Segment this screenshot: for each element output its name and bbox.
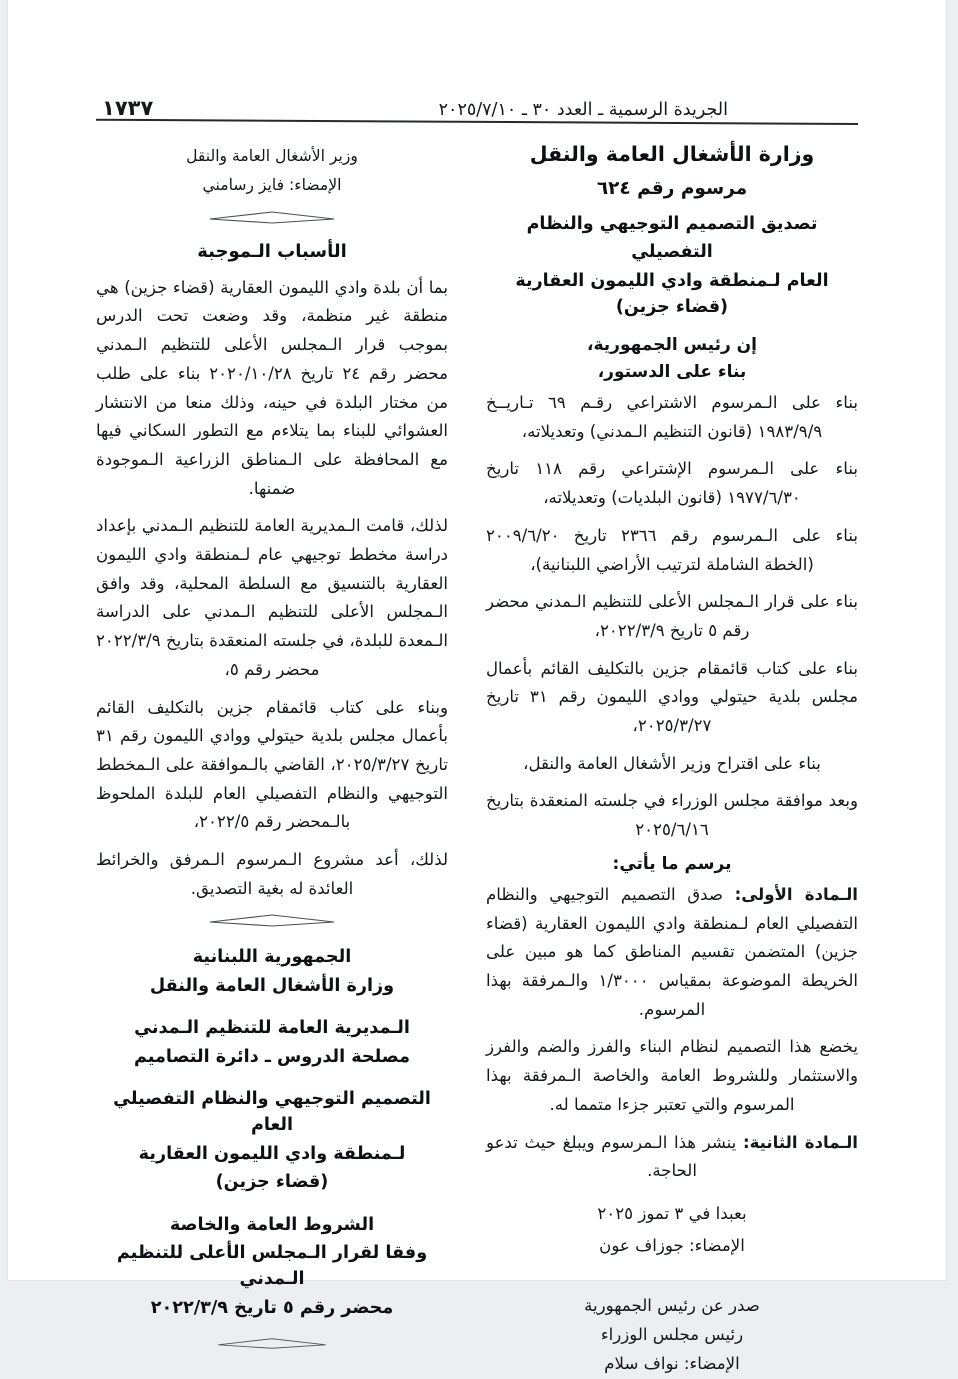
stamp-ministry: وزارة الأشغال العامة والنقل [149,975,395,996]
decree-column [486,142,859,1374]
stamp-pursuant: وفقا لقرار الـمجلس الأعلى للتنظيم الـمدني [116,1242,428,1290]
stamp-plan-title: التصميم التوجيهي والنظام التفصيلي العام [113,1089,431,1136]
whereas-clause: بناء على الـمرسوم رقم ٢٣٦٦ تاريخ ٢٠٠٩/٦/٢٠ (الخطة الشاملة لترتيب الأراضي اللبنانية)، [486,525,858,574]
stamp-authority-group [96,944,448,999]
whereas-clause: بناء على قرار الـمجلس الأعلى للتنظيم الـمدني محضر رقم ٥ تاريخ ٢٠٢٢/٣/٩، [486,592,858,640]
diamond-divider-icon [208,210,336,225]
article-one-text: صدق التصميم التوجيهي والنظام التفصيلي العام لـمنطقة وادي الليمون العقارية (قضاء جزين) المتضمن تقسيم المناطق كما هو مبين على الخريطة الموضوعة بمقياس ١/٣٠٠٠ والـمرفقة بهذا المرسوم. [486,884,859,1019]
document-page [8,0,946,1374]
reason-paragraph: لذلك، قامت الـمديرية العامة للتنظيم الـمدني بإعداد دراسة مخطط توجيهي عام لـمنطقة وادي الليمون العقارية بالتنسيق مع السلطة المحلية، وقد وافق الـمجلس الأعلى للتنظيم الـمدني على الدراسة الـمعدة للبلدة، في جلسته المنعقدة بتاريخ ٢٠٢٢/٣/٩ محضر رقم ٥، [96,516,448,679]
decree-subject-caza: (قضاء جزين) [615,297,729,318]
body-columns [92,142,859,1374]
issued-by-pm: رئيس مجلس الوزراء [600,1325,744,1345]
stamp-plan-caza: (قضاء جزين) [215,1172,329,1193]
stamp-plan-area: لـمنطقة وادي الليمون العقارية [138,1143,406,1164]
issuing-authority-block [486,1291,858,1379]
reasons-column [96,142,448,1318]
whereas-clause: وبعد موافقة مجلس الوزراء في جلسته المنعقدة بتاريخ ٢٠٢٥/٦/١٦ [486,791,858,840]
reason-paragraph: لذلك، أعد مشروع الـمرسوم الـمرفق والخرائط العائدة له بغية التصديق. [96,850,448,898]
article-one-label: الـمادة الأولى: [734,884,858,904]
page-number: ١٧٣٧ [102,96,154,120]
reasons-heading: الأسباب الـموجبة [197,240,347,262]
place-and-date: بعبدا في ٣ تموز ٢٠٢٥ [597,1203,747,1223]
whereas-clause: بناء على كتاب قائمقام جزين بالتكليف القائم بأعمال مجلس بلدية حيتولي ووادي الليمون رقم ٣١ تاريخ ٢٠٢٥/٣/٢٧، [486,658,858,736]
whereas-clause: بناء على الـمرسوم الإشتراعي رقم ١١٨ تاريخ ١٩٧٧/٦/٣٠ (قانون البلديات) وتعديلاته، [486,459,858,508]
article-one [486,881,858,1025]
opening-president: إن رئيس الجمهورية، [587,335,757,356]
stamp-conditions-group [96,1212,448,1322]
stamp-plan-group [96,1086,448,1196]
stamp-directorate-group [96,1015,448,1070]
article-one-continued-text: يخضع هذا التصميم لنظام البناء والفرز والضم والفرز والاستثمار وللشروط العامة والخاصة الـمرفقة بهذا المرسوم والتي تعتبر جزءا متمما له. [486,1037,858,1114]
stamp-conditions: الشروط العامة والخاصة [169,1214,375,1235]
whereas-clause: بناء على اقتراح وزير الأشغال العامة والنقل، [523,753,821,773]
gazette-issue-text: الجريدة الرسمية ـ العدد ٣٠ ـ ٢٠٢٥/٧/١٠ [438,100,728,120]
stamp-department: مصلحة الدروس ـ دائرة التصاميم [133,1046,411,1067]
minister-signature: الإمضاء: فايز رسامني [202,175,342,194]
article-two-label: الـمادة الثانية: [742,1132,858,1152]
enacting-clause: يرسم ما يأتي: [612,853,732,874]
schedule-stamp-block [96,944,448,1321]
stamp-directorate: الـمديرية العامة للتنظيم الـمدني [134,1018,410,1039]
masthead-line [96,96,858,120]
decree-subject-line-2: العام لـمنطقة وادي الليمون العقارية [515,270,829,291]
reason-paragraph: وبناء على كتاب قائمقام جزين بالتكليف القائم بأعمال مجلس بلدية حيتولي ووادي الليمون رقم ٣١ تاريخ ٢٠٢٥/٣/٢٧، القاضي بالـموافقة على الـمخطط التوجيهي والنظام التفصيلي العام للبلدة الملحوظ بالـمحضر رقم ٢٠٢٢/٥، [96,697,448,832]
pm-signature: الإمضاء: نواف سلام [604,1354,740,1374]
decree-number: مرسوم رقم ٦٢٤ [596,178,748,199]
decree-subject-line-1: تصديق التصميم التوجيهي والنظام التفصيلي [526,214,818,263]
president-signature: الإمضاء: جوزاف عون [599,1236,745,1256]
page-header [96,96,858,130]
ministry-title: وزارة الأشغال العامة والنقل [529,142,815,166]
stamp-republic: الجمهورية اللبنانية [192,947,352,968]
reason-paragraph: بما أن بلدة وادي الليمون العقارية (قضاء جزين) هي منطقة غير منظمة، وقد وضعت تحت الدرس بموجب قرار الـمجلس الأعلى للتنظيم الـمدني محضر رقم ٢٤ تاريخ ٢٠٢٠/١٠/٢٨ بناء على طلب من مختار البلدة في حينه، وذلك منعا من الانتشار العشوائي للبناء بما يتلاءم مع التطور السكاني فيها مع المحافظة على الـمناطق الزراعية الـموجودة ضمنها. [96,277,448,498]
issued-by-president: صدر عن رئيس الجمهورية [584,1295,760,1315]
diamond-divider-icon [208,913,336,928]
article-two [486,1129,858,1186]
article-two-text: ينشر هذا الـمرسوم ويبلغ حيث تدعو الحاجة. [486,1132,743,1181]
diamond-divider-icon [216,1337,328,1350]
article-one-continued [486,1033,858,1119]
whereas-clause: بناء على الـمرسوم الاشتراعي رقـم ٦٩ تـاريــخ ١٩٨٣/٩/٩ (قانون التنظيم الـمدني) وتعديلاته، [486,393,858,441]
minister-signature-block [96,142,448,200]
opening-constitution: بناء على الدستور، [597,362,747,383]
stamp-minutes: محضر رقم ٥ تاريخ ٢٠٢٢/٣/٩ [150,1297,394,1318]
minister-title: وزير الأشغال العامة والنقل [186,147,358,165]
